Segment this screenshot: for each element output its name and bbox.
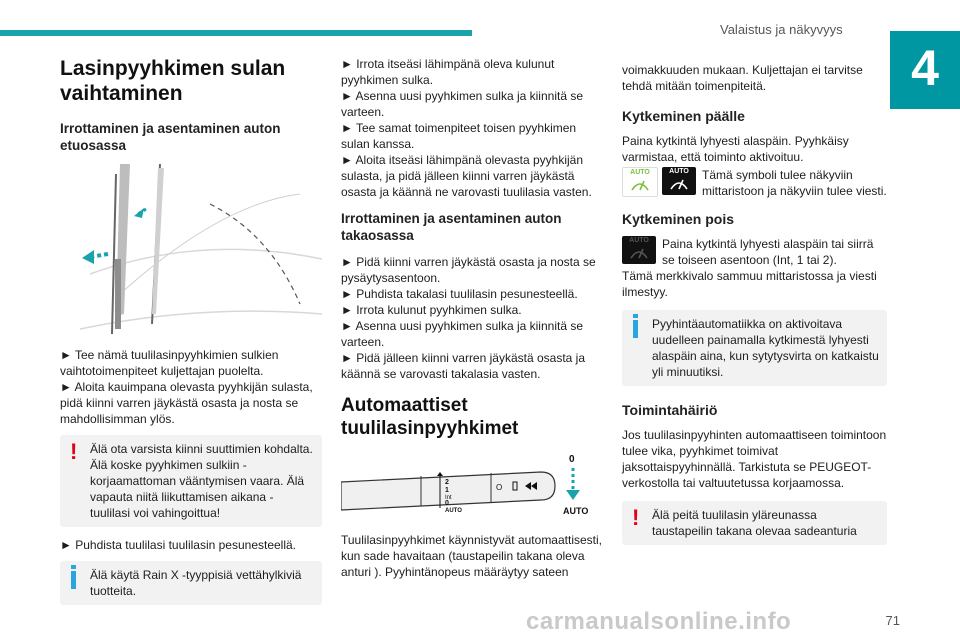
warning-box <box>60 435 322 527</box>
reactivation-info-box <box>622 310 887 386</box>
warning-icon: ! <box>70 439 78 464</box>
fault-title: Toimintahäiriö <box>622 402 718 418</box>
switch-off-text: Tämä merkkivalo sammuu mittaristossa ja viesti ilmestyy. <box>622 269 877 299</box>
section-title: Valaistus ja näkyvyys <box>720 22 843 37</box>
switch-on-icon-text: Tämä symboli tulee näkyviin mittaristoon ja näkyviin tulee viesti. <box>702 168 887 198</box>
front-section-title: Irrottaminen ja asentaminen auton etuosassa <box>60 121 281 153</box>
auto-wipers-text: Tuulilasinpyyhkimet käynnistyvät automaattisesti, kun sade havaitaan (taustapeilin takana oleva anturi ). Pyyhintänopeus määräytyy sateen <box>341 533 602 579</box>
stalk-pos-int: Int <box>445 495 452 501</box>
page-number: 71 <box>885 613 900 628</box>
stalk-pos-1: 1 <box>445 487 449 494</box>
auto-wiper-green-icon: AUTO <box>622 167 658 197</box>
auto-wiper-off-icon: AUTO <box>622 236 656 264</box>
column-3 <box>622 62 887 545</box>
page-title: Lasinpyyhkimen sulan vaihtaminen <box>60 57 286 105</box>
switch-on-text: Paina kytkintä lyhyesti alaspäin. Pyyhkäisy varmistaa, että toiminto aktivoituu. <box>622 134 849 164</box>
front-step-4: ► Asenna uusi pyyhkimen sulka ja kiinnitä se varteen. <box>341 89 584 119</box>
info-icon <box>633 320 638 338</box>
switch-off-icon-text: Paina kytkintä lyhyesti alaspäin tai siirrä se toiseen asentoon (Int, 1 tai 2). <box>662 237 874 267</box>
auto-wipers-text-cont: voimakkuuden mukaan. Kuljettajan ei tarvitse tehdä mitään toimenpiteitä. <box>622 63 863 93</box>
rear-step-1: ► Pidä kiinni varren jäykästä osasta ja nosta se pysäytysasentoon. <box>341 255 596 285</box>
info-icon <box>71 571 76 589</box>
front-step-clean: ► Puhdista tuulilasi tuulilasin pesunesteellä. <box>60 538 297 552</box>
rear-section-title: Irrottaminen ja asentaminen auton takaosassa <box>341 211 562 243</box>
info-text: Älä käytä Rain X -tyyppisiä vettähylkiviä tuotteita. <box>90 568 302 598</box>
column-2 <box>341 56 605 580</box>
chapter-number-badge: 4 <box>890 31 960 109</box>
column-1 <box>60 56 322 605</box>
sensor-warning-box <box>622 501 887 545</box>
stalk-auto-label: AUTO <box>563 506 589 516</box>
sensor-warning-text: Älä peitä tuulilasin yläreunassa taustapeilin takana olevaa sadeanturia <box>652 508 857 538</box>
switch-on-icons <box>622 167 887 199</box>
stalk-pos-0: 0 <box>445 500 449 507</box>
rear-step-3: ► Irrota kulunut pyyhkimen sulka. <box>341 303 522 317</box>
front-wiper-illustration <box>60 164 322 339</box>
front-step-2: ► Aloita kauimpana olevasta pyyhkijän sulasta, pidä kiinni varren jäykästä osasta ja nosta se mahdollisimman ylös. <box>60 380 313 426</box>
reactivation-info-text: Pyyhintäautomatiikka on aktivoitava uudelleen painamalla kytkimestä lyhyesti alaspäin aina, kun sytytysvirta on katkaistu yli minuutiksi. <box>652 317 879 379</box>
warning-icon: ! <box>632 505 640 530</box>
switch-off-title: Kytkeminen pois <box>622 211 735 227</box>
front-step-3: ► Irrota itseäsi lähimpänä oleva kulunut pyyhkimen sulka. <box>341 57 555 87</box>
warning-text: Älä ota varsista kiinni suuttimien kohdalta. Älä koske pyyhkimen sulkiin - korjaamattoman vääntymisen vaara. Älä vapauta niitä liikuttamisen aikana - tuulilasi voi vahingoittua! <box>90 442 313 520</box>
stalk-pos-2: 2 <box>445 479 449 486</box>
info-box <box>60 561 322 605</box>
watermark: carmanualsonline.info <box>526 608 792 635</box>
switch-off-row <box>622 236 887 268</box>
fault-text: Jos tuulilasinpyyhinten automaattiseen toimintoon tulee vika, pyyhkimet toimivat jaksottaispyyhinnällä. Tarkistuta se PEUGEOT-verkostolla tai valtuutetussa korjaamossa. <box>622 428 887 490</box>
stalk-push-label: 0 <box>569 454 575 465</box>
front-step-5: ► Tee samat toimenpiteet toisen pyyhkimen sulan kanssa. <box>341 121 577 151</box>
rear-step-4: ► Asenna uusi pyyhkimen sulka ja kiinnitä se varteen. <box>341 319 584 349</box>
stalk-ring-o: O <box>496 483 503 492</box>
rear-step-5: ► Pidä jälleen kiinni varren jäykästä osasta ja käännä se varovasti takalasia vasten. <box>341 351 586 381</box>
rear-step-2: ► Puhdista takalasi tuulilasin pesunesteellä. <box>341 287 578 301</box>
front-step-6: ► Aloita itseäsi lähimpänä olevasta pyyhkijän sulasta, ja pidä jälleen kiinni varren jäykästä osasta ja käännä ne varovasti tuulilasia vasten. <box>341 153 592 199</box>
auto-wiper-dark-icon: AUTO <box>662 167 696 195</box>
front-step-1: ► Tee nämä tuulilasinpyyhkimien sulkien vaihtotoimenpiteet kuljettajan puolelta. <box>60 348 279 378</box>
wiper-stalk-illustration <box>341 452 603 522</box>
switch-on-title: Kytkeminen päälle <box>622 108 745 124</box>
header-accent-bar <box>0 30 472 36</box>
stalk-pos-auto: AUTO <box>445 508 462 514</box>
auto-wipers-title: Automaattiset tuulilasinpyyhkimet <box>341 395 519 439</box>
